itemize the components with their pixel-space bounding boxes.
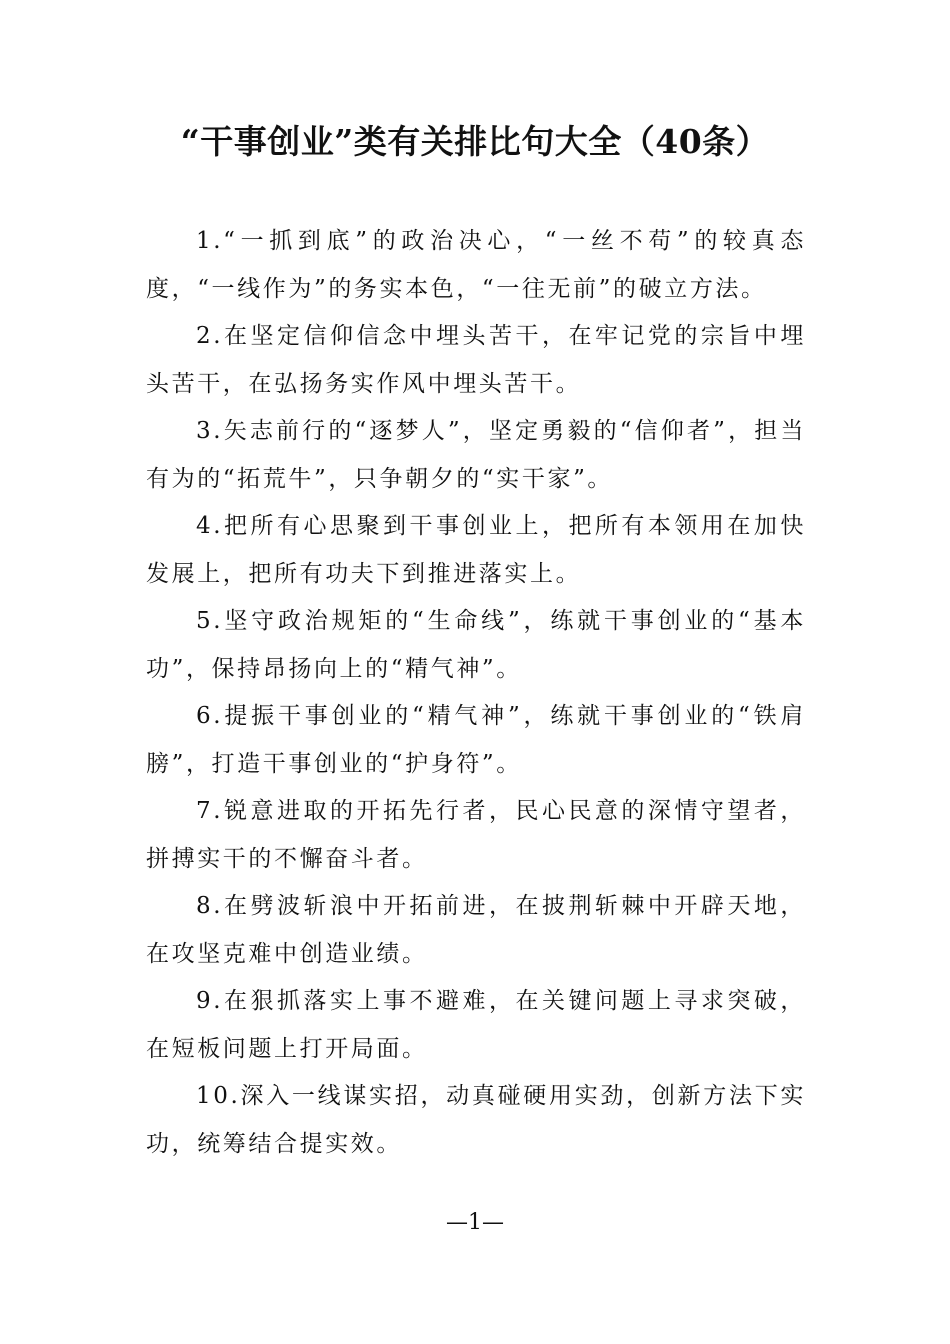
paragraph-6: 6.提振干事创业的“精气神”，练就干事创业的“铁肩膀”，打造干事创业的“护身符”。	[146, 703, 806, 777]
paragraph-10: 10.深入一线谋实招，动真碰硬用实劲，创新方法下实功，统筹结合提实效。	[146, 1083, 806, 1157]
paragraph-4: 4.把所有心思聚到干事创业上，把所有本领用在加快发展上，把所有功夫下到推进落实上。	[146, 513, 806, 587]
page-number: —1—	[446, 1210, 504, 1235]
paragraph-2: 2.在坚定信仰信念中埋头苦干，在牢记党的宗旨中埋头苦干，在弘扬务实作风中埋头苦干。	[146, 323, 806, 397]
paragraph-8: 8.在劈波斩浪中开拓前进，在披荆斩棘中开辟天地，在攻坚克难中创造业绩。	[146, 893, 806, 967]
paragraph-9: 9.在狠抓落实上事不避难，在关键问题上寻求突破，在短板问题上打开局面。	[146, 988, 806, 1062]
paragraph-5: 5.坚守政治规矩的“生命线”，练就干事创业的“基本功”，保持昂扬向上的“精气神”。	[146, 608, 806, 682]
paragraph-1: 1.“一抓到底”的政治决心，“一丝不苟”的较真态度，“一线作为”的务实本色，“一往无前”的破立方法。	[146, 228, 806, 302]
paragraph-7: 7.锐意进取的开拓先行者，民心民意的深情守望者，拼搏实干的不懈奋斗者。	[146, 798, 806, 872]
paragraph-3: 3.矢志前行的“逐梦人”，坚定勇毅的“信仰者”，担当有为的“拓荒牛”，只争朝夕的“实干家”。	[146, 418, 806, 492]
document-body	[146, 218, 806, 1168]
document-title: “干事创业”类有关排比句大全（40条）	[180, 122, 770, 161]
